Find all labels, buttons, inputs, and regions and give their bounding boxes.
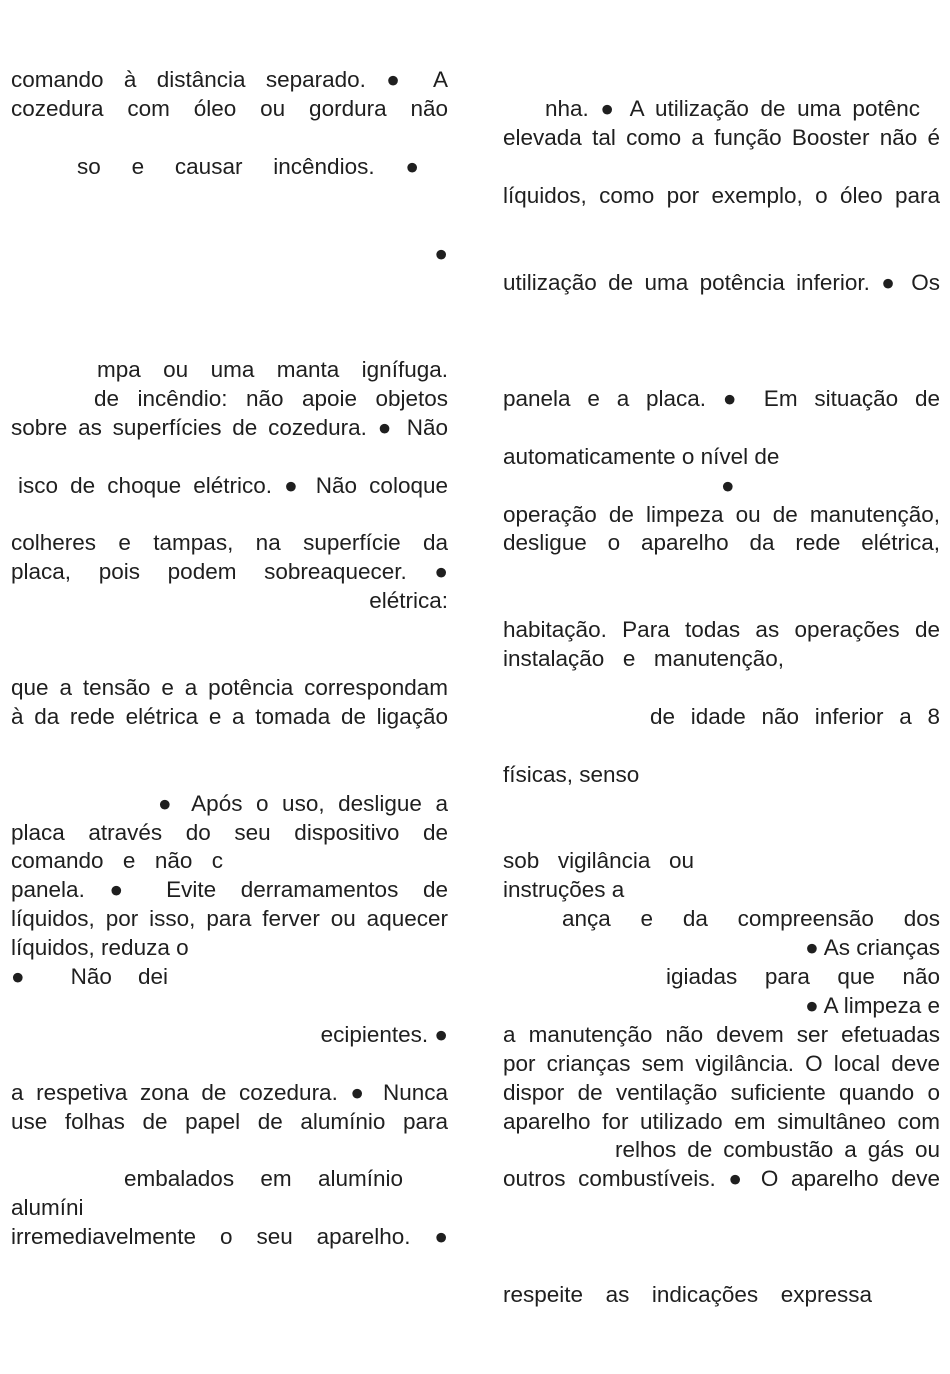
text-line: por crianças sem vigilância. O local deve: [503, 1051, 940, 1076]
text-line: so e causar incêndios. ●: [77, 154, 419, 179]
text-line: de incêndio: não apoie objetos: [94, 386, 448, 411]
text-line: comando e não c: [11, 848, 223, 873]
text-line: ecipientes. ●: [320, 1022, 448, 1047]
text-line: operação de limpeza ou de manutenção,: [503, 502, 940, 527]
text-line: relhos de combustão a gás ou: [615, 1137, 940, 1162]
text-line: cozedura com óleo ou gordura não: [11, 96, 448, 121]
left-column: [11, 0, 448, 1374]
text-line: líquidos, reduza o: [11, 935, 189, 960]
text-line: utilização de uma potência inferior. ● Os: [503, 270, 940, 295]
text-line: sob vigilância ou: [503, 848, 694, 873]
text-line: colheres e tampas, na superfície da: [11, 530, 448, 555]
text-line: sobre as superfícies de cozedura. ● Não: [11, 415, 448, 440]
text-line: desligue o aparelho da rede elétrica,: [503, 530, 940, 555]
text-line: comando à distância separado. ● A: [11, 67, 448, 92]
text-line: a manutenção não devem ser efetuadas: [503, 1022, 940, 1047]
text-line: outros combustíveis. ● O aparelho deve: [503, 1166, 940, 1191]
text-line: elevada tal como a função Booster não é: [503, 125, 940, 150]
text-line: instruções a: [503, 877, 625, 902]
text-line: físicas, senso: [503, 762, 640, 787]
text-line: irremediavelmente o seu aparelho. ●: [11, 1224, 448, 1249]
text-line: aparelho for utilizado em simultâneo com: [503, 1109, 940, 1134]
text-line: ●: [721, 473, 735, 498]
text-line: respeite as indicações expressa: [503, 1282, 872, 1307]
text-line: dispor de ventilação suficiente quando o: [503, 1080, 940, 1105]
text-line: instalação e manutenção,: [503, 646, 784, 671]
text-line: ●: [434, 241, 448, 266]
text-line: isco de choque elétrico. ● Não coloque: [18, 473, 448, 498]
text-line: ● As crianças: [805, 935, 940, 960]
text-line: embalados em alumínio: [124, 1166, 403, 1191]
text-line: habitação. Para todas as operações de: [503, 617, 940, 642]
text-line: de idade não inferior a 8: [650, 704, 940, 729]
text-line: líquidos, por isso, para ferver ou aquecer: [11, 906, 448, 931]
text-line: ● Não dei: [11, 964, 168, 989]
text-line: ança e da compreensão dos: [562, 906, 940, 931]
text-line: ● A limpeza e: [805, 993, 940, 1018]
text-line: alumíni: [11, 1195, 84, 1220]
text-line: panela. ● Evite derramamentos de: [11, 877, 448, 902]
text-line: placa, pois podem sobreaquecer. ●: [11, 559, 448, 584]
text-line: igiadas para que não: [666, 964, 940, 989]
text-line: ● Após o uso, desligue a: [158, 791, 448, 816]
text-line: líquidos, como por exemplo, o óleo para: [503, 183, 940, 208]
text-line: mpa ou uma manta ignífuga.: [97, 357, 448, 382]
text-line: automaticamente o nível de: [503, 444, 780, 469]
text-line: elétrica:: [369, 588, 448, 613]
right-column: [503, 0, 940, 1374]
text-line: use folhas de papel de alumínio para: [11, 1109, 448, 1134]
text-line: à da rede elétrica e a tomada de ligação: [11, 704, 448, 729]
text-line: placa através do seu dispositivo de: [11, 820, 448, 845]
text-line: panela e a placa. ● Em situação de: [503, 386, 940, 411]
text-line: que a tensão e a potência correspondam: [11, 675, 448, 700]
text-line: a respetiva zona de cozedura. ● Nunca: [11, 1080, 448, 1105]
text-line: nha. ● A utilização de uma potênc: [545, 96, 920, 121]
